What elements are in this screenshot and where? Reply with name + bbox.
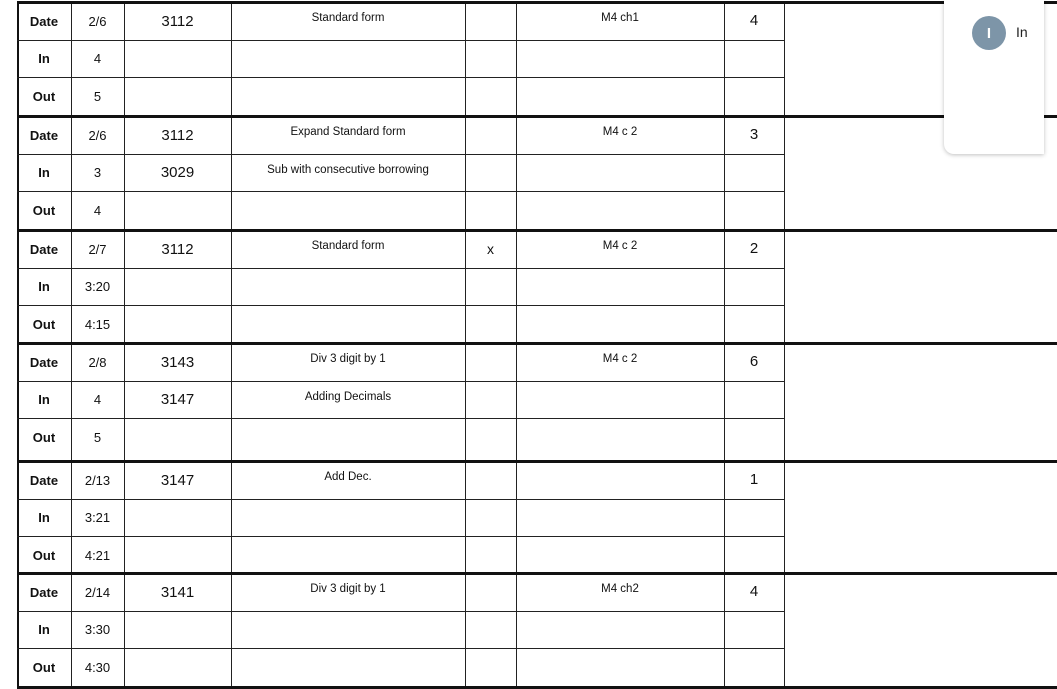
topic: Div 3 digit by 1 <box>310 353 386 365</box>
topic: Sub with consecutive borrowing <box>267 164 429 176</box>
row-divider <box>17 77 784 78</box>
chapter: M4 ch1 <box>601 12 639 24</box>
out-value: 4:21 <box>84 548 111 563</box>
in-label: In <box>38 51 50 66</box>
score: 2 <box>749 240 759 257</box>
row-divider <box>17 418 784 419</box>
out-label: Out <box>32 89 56 104</box>
attendance-log-table <box>17 2 1057 687</box>
score: 6 <box>749 353 759 370</box>
date-value: 2/7 <box>88 241 107 257</box>
mark <box>465 573 516 611</box>
score: 3 <box>749 126 759 143</box>
out-label: Out <box>32 660 56 675</box>
out-value: 4:30 <box>84 660 111 675</box>
out-label: Out <box>32 430 56 445</box>
lesson-id: 3143 <box>160 353 195 371</box>
date-label: Date <box>29 584 59 600</box>
mark <box>465 461 516 499</box>
in-label: In <box>38 279 50 294</box>
lesson-id: 3112 <box>161 126 194 144</box>
in-value: 4 <box>93 392 102 407</box>
topic: Div 3 digit by 1 <box>310 583 386 595</box>
chapter: M4 c 2 <box>602 240 638 252</box>
lesson-id: 3112 <box>161 240 194 258</box>
date-label: Date <box>29 13 59 29</box>
out-value: 5 <box>93 89 102 104</box>
in-label: In <box>38 165 50 180</box>
topic: Standard form <box>311 240 385 252</box>
in-label: In <box>38 392 50 407</box>
date-label: Date <box>29 241 59 257</box>
in-value: 3:21 <box>84 510 111 525</box>
topic <box>231 268 465 305</box>
in-value: 3:20 <box>84 279 111 294</box>
row-divider <box>17 191 784 192</box>
date-label: Date <box>29 127 59 143</box>
lesson-id: 3112 <box>161 12 194 30</box>
in-value: 3 <box>93 165 102 180</box>
out-label: Out <box>32 548 56 563</box>
topic: Adding Decimals <box>304 391 392 403</box>
mark <box>465 116 516 154</box>
in-label: In <box>38 622 50 637</box>
topic: Add Dec. <box>324 471 372 483</box>
out-label: Out <box>32 203 56 218</box>
score: 4 <box>749 583 759 600</box>
lesson-id <box>124 268 231 305</box>
lesson-id: 3147 <box>160 471 195 489</box>
row-divider <box>17 536 784 537</box>
date-label: Date <box>29 354 59 370</box>
date-label: Date <box>29 472 59 488</box>
date-value: 2/6 <box>88 127 107 143</box>
commenter-avatar[interactable]: I <box>972 16 1006 50</box>
chapter: M4 ch2 <box>601 583 639 595</box>
in-label: In <box>38 510 50 525</box>
topic <box>231 611 465 648</box>
date-value: 2/6 <box>88 13 107 29</box>
chapter: M4 c 2 <box>602 126 638 138</box>
date-value: 2/8 <box>88 354 107 370</box>
mark <box>465 2 516 40</box>
chapter: M4 c 2 <box>602 353 638 365</box>
date-value: 2/13 <box>84 472 111 488</box>
commenter-name: In <box>1016 24 1028 40</box>
lesson-id <box>124 611 231 648</box>
row-divider <box>17 648 784 649</box>
out-value: 4 <box>93 203 102 218</box>
topic: Expand Standard form <box>290 126 406 138</box>
date-value: 2/14 <box>84 584 111 600</box>
in-value: 3:30 <box>84 622 111 637</box>
chapter <box>516 461 724 499</box>
lesson-id <box>124 499 231 536</box>
score: 1 <box>749 471 759 488</box>
score: 4 <box>749 12 759 29</box>
out-label: Out <box>32 317 56 332</box>
out-value: 4:15 <box>84 317 111 332</box>
lesson-id <box>124 40 231 77</box>
topic <box>231 40 465 77</box>
topic: Standard form <box>311 12 385 24</box>
out-value: 5 <box>93 430 102 445</box>
lesson-id: 3029 <box>160 164 195 181</box>
comment-panel[interactable] <box>944 0 1044 154</box>
mark: x <box>487 241 494 257</box>
in-value: 4 <box>93 51 102 66</box>
lesson-id: 3147 <box>160 391 195 408</box>
topic <box>231 499 465 536</box>
lesson-id: 3141 <box>160 583 195 601</box>
row-divider <box>17 305 784 306</box>
mark <box>465 343 516 381</box>
